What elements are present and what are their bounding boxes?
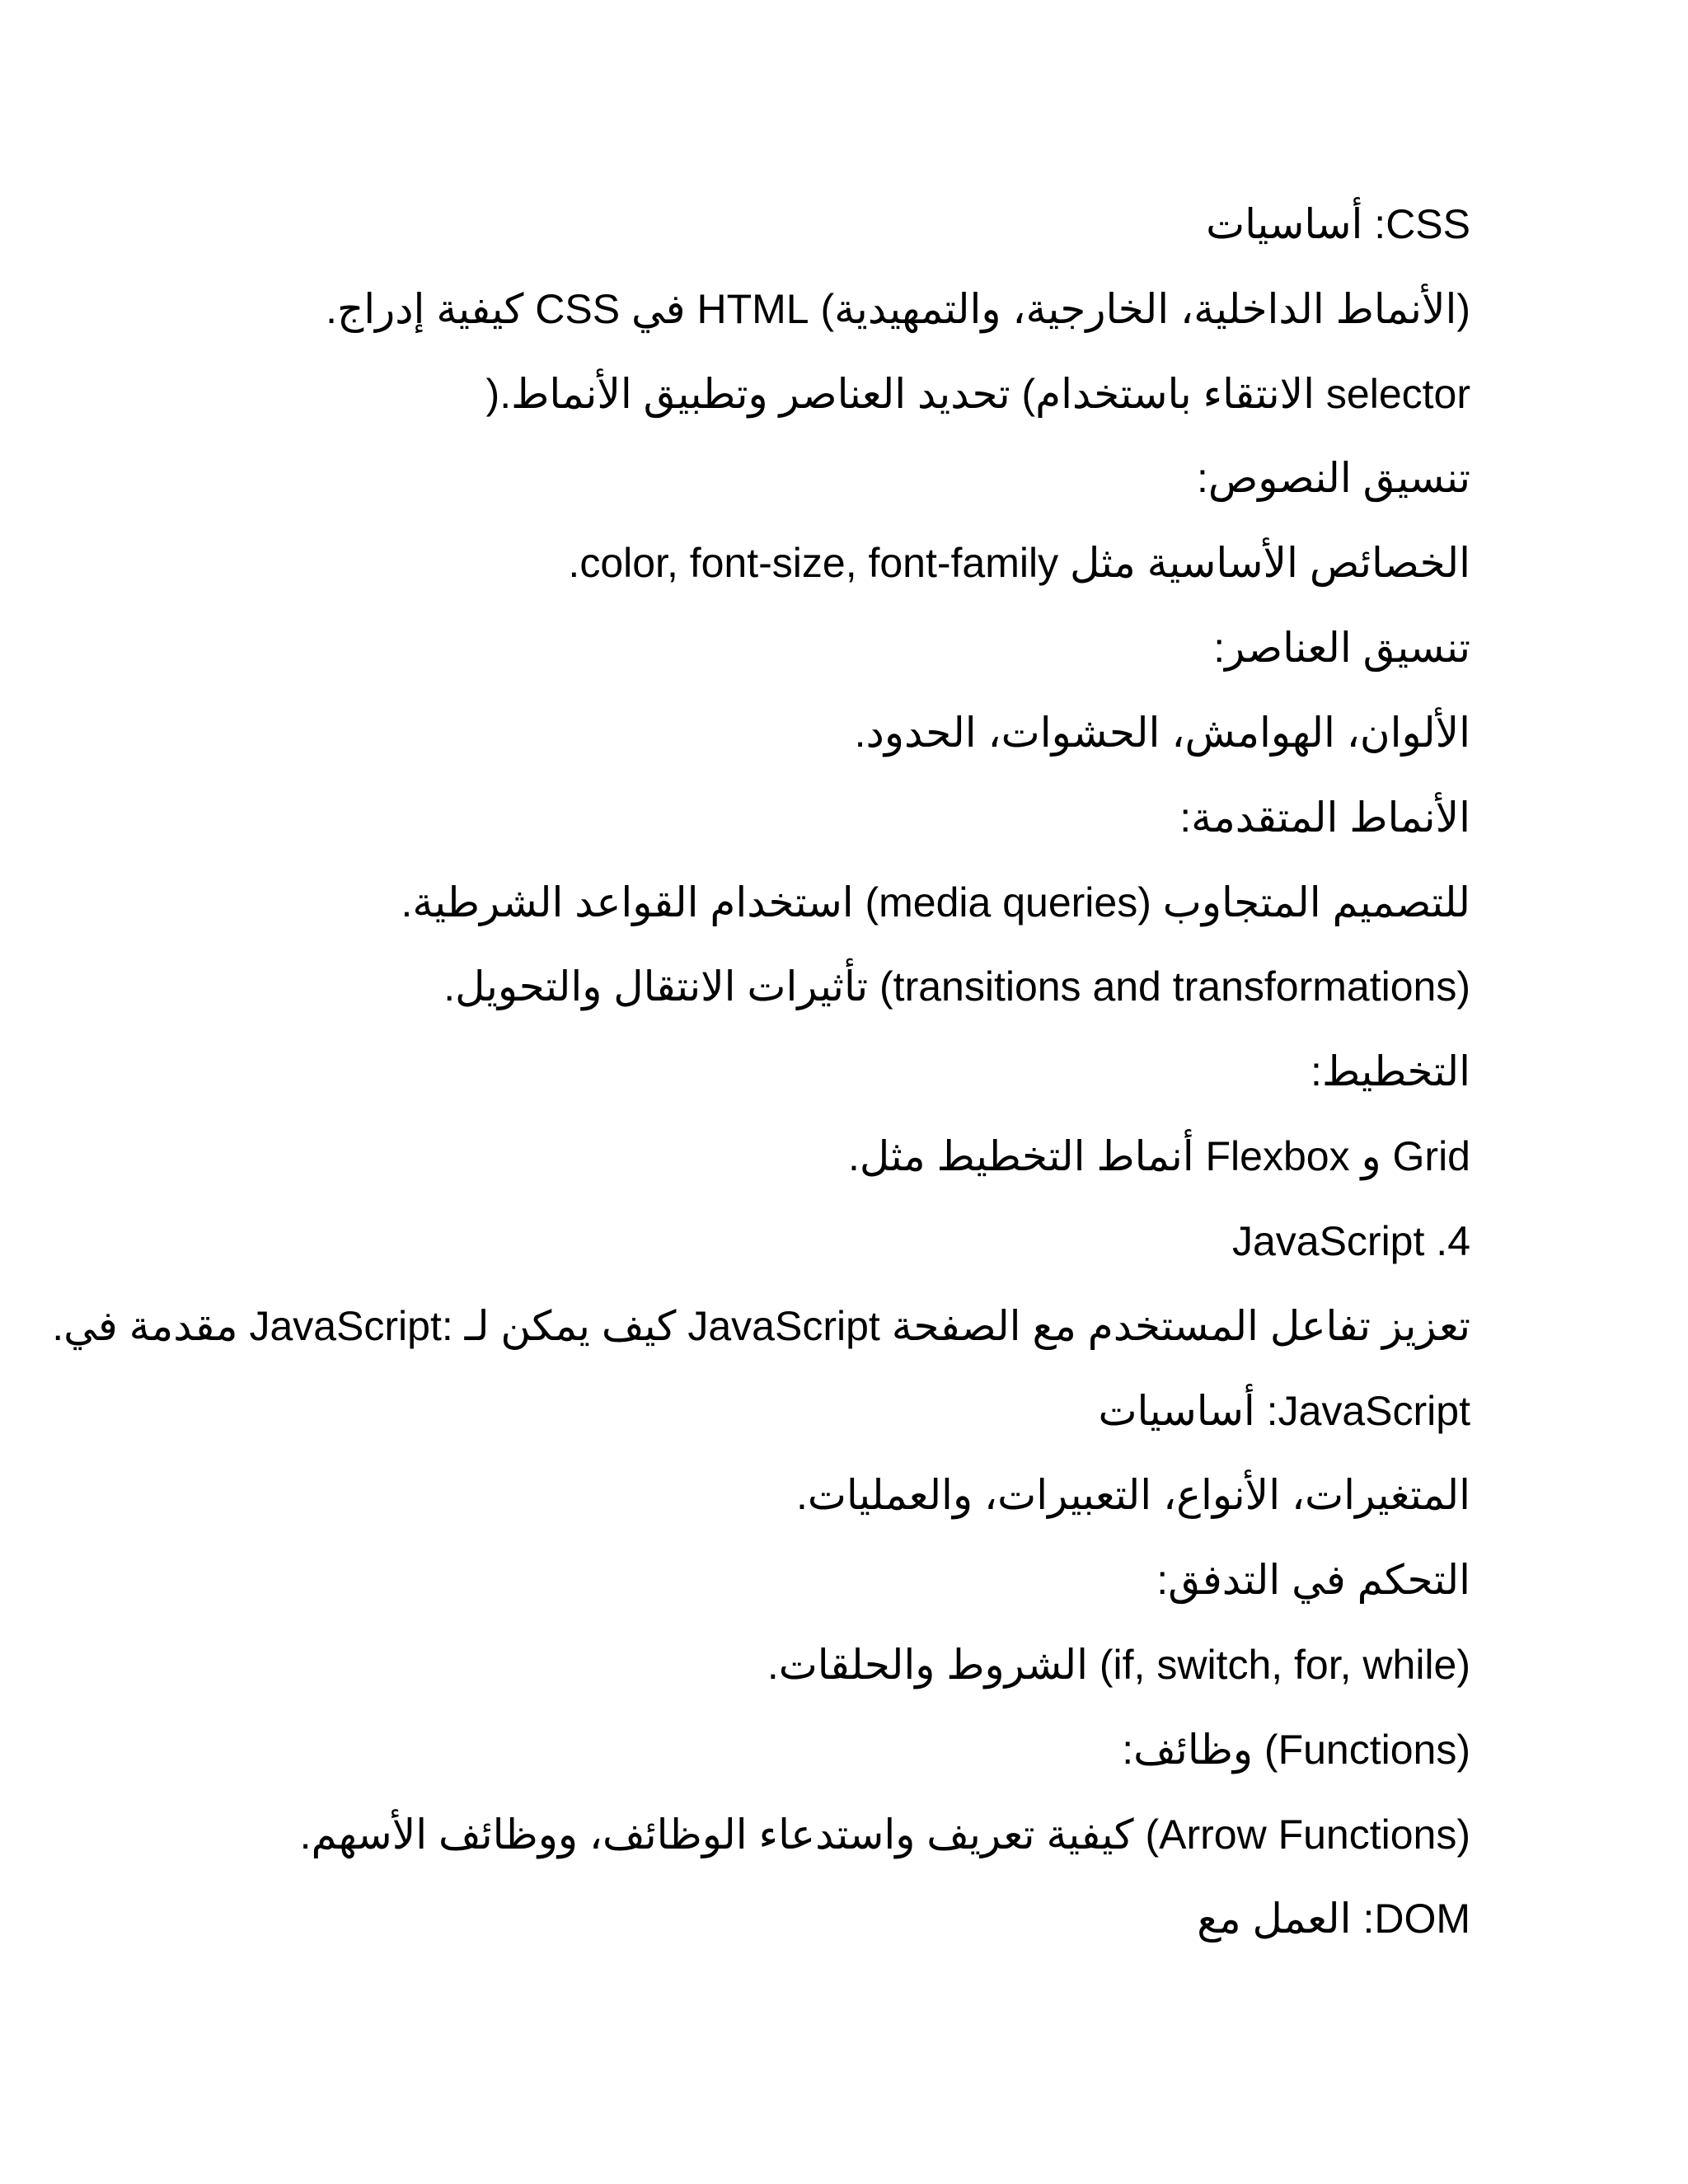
- heading-element-formatting: تنسيق العناصر:: [1213, 625, 1470, 671]
- text-selectors: selector الانتقاء باستخدام) تحديد العناصر وتطبيق الأنماط.(: [485, 371, 1470, 417]
- text-arrow-functions: (Arrow Functions) كيفية تعريف واستدعاء الوظائف، ووظائف الأسهم.: [299, 1811, 1470, 1858]
- heading-flow-control: التحكم في التدفق:: [1156, 1557, 1470, 1603]
- text-transitions: (transitions and transformations) تأثيرات الانتقال والتحويل.: [443, 963, 1470, 1010]
- heading-javascript-basics: JavaScript: أساسيات: [1098, 1388, 1470, 1434]
- text-flexbox-grid: Grid و Flexbox أنماط التخطيط مثل.: [847, 1133, 1470, 1179]
- text-box-properties: الألوان، الهوامش، الحشوات، الحدود.: [854, 710, 1470, 756]
- text-variables-types: المتغيرات، الأنواع، التعبيرات، والعمليات.: [795, 1472, 1470, 1518]
- text-conditions-loops: (if, switch, for, while) الشروط والحلقات.: [767, 1642, 1470, 1688]
- heading-text-formatting: تنسيق النصوص:: [1196, 455, 1470, 501]
- text-basic-properties: الخصائص الأساسية مثل color, font-size, font-family.: [568, 540, 1470, 586]
- heading-layout: التخطيط:: [1311, 1048, 1470, 1094]
- heading-css-basics: CSS: أساسيات: [1206, 201, 1470, 247]
- heading-functions: (Functions) وظائف:: [1122, 1727, 1470, 1773]
- heading-advanced-styles: الأنماط المتقدمة:: [1179, 794, 1470, 841]
- heading-javascript: 4. JavaScript: [1231, 1218, 1470, 1264]
- text-media-queries: للتصميم المتجاوب (media queries) استخدام القواعد الشرطية.: [401, 879, 1470, 926]
- text-css-insertion: (الأنماط الداخلية، الخارجية، والتمهيدية) HTML في CSS كيفية إدراج.: [326, 286, 1470, 332]
- heading-dom: DOM: العمل مع: [1197, 1896, 1470, 1942]
- text-javascript-intro: تعزيز تفاعل المستخدم مع الصفحة JavaScript كيف يمكن لـ :JavaScript مقدمة في.: [52, 1303, 1470, 1349]
